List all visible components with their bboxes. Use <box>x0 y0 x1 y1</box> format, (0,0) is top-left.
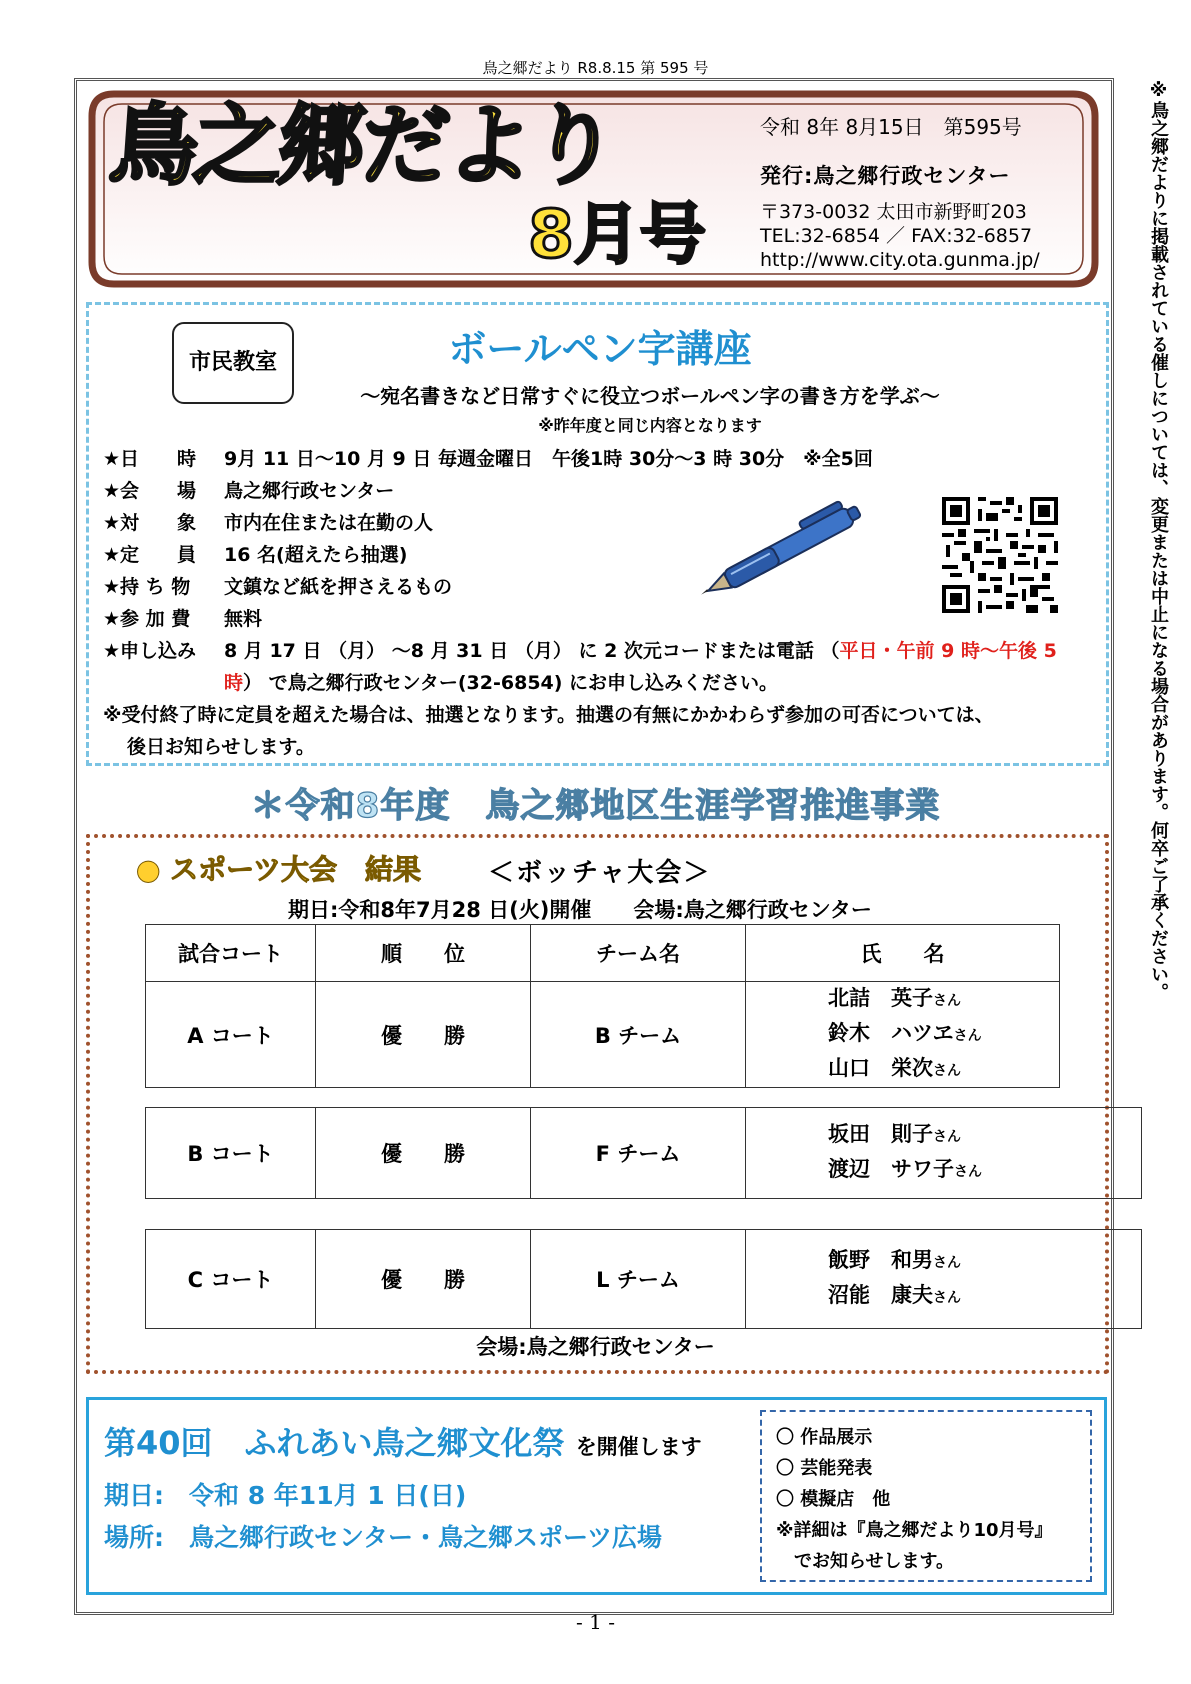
results-table-b <box>145 1107 1142 1199</box>
info-value: 鳥之郷行政センター <box>224 480 395 502</box>
info-bring <box>103 572 452 599</box>
court-cell: C コート <box>146 1230 316 1329</box>
festival-note: ※詳細は『鳥之郷だより10月号』 <box>776 1520 1053 1541</box>
apply-text-cont: ） で鳥之郷行政センター(32-6854) にお申し込みください。 <box>243 672 779 694</box>
newsletter-title: 鳥之郷だより <box>106 94 618 197</box>
table-row <box>146 982 1060 1088</box>
info-target <box>103 508 433 535</box>
issue-date: 令和 8年 8月15日 第595号 <box>760 115 1022 139</box>
table-header-row <box>146 925 1060 982</box>
info-venue <box>103 476 394 503</box>
event-name: ＜ボッチャ大会＞ <box>488 858 712 888</box>
rank-cell: 優 勝 <box>316 1230 531 1329</box>
info-apply <box>103 636 1057 663</box>
col-names: 氏 名 <box>746 925 1060 982</box>
course-footnote-cont: 後日お知らせします。 <box>127 736 315 758</box>
class-tag: 市民教室 <box>172 322 294 404</box>
info-value: 市内在住または在勤の人 <box>224 512 434 534</box>
apply-hours: 平日・午前 9 時～午後 5 <box>839 640 1057 662</box>
festival-item: 〇 作品展示 <box>776 1427 873 1448</box>
honorific: さん <box>953 1028 982 1044</box>
names-cell <box>746 1108 1142 1199</box>
tel-fax: TEL:32-6854 ／ FAX:32-6857 <box>760 225 1033 247</box>
results-table-a <box>145 924 1060 1088</box>
team-cell: F チーム <box>531 1108 746 1199</box>
info-fee <box>103 604 262 631</box>
rank-cell: 優 勝 <box>316 1108 531 1199</box>
honorific: さん <box>933 1129 961 1145</box>
info-value: 16 名(超えたら抽選) <box>224 544 408 566</box>
festival-details <box>760 1410 1092 1582</box>
team-cell: B チーム <box>531 982 746 1088</box>
court-cell: A コート <box>146 982 316 1088</box>
player-name: 鈴木 ハツヱ <box>828 1021 954 1045</box>
event-date: 期日:令和8年7月28 日(火)開催 会場:鳥之郷行政センター <box>288 898 872 922</box>
course-footnote: ※受付終了時に定員を超えた場合は、抽選となります。抽選の有無にかかわらず参加の可否については、 <box>103 704 994 726</box>
running-head: 鳥之郷だより R8.8.15 第 595 号 <box>482 59 709 77</box>
rank-cell: 優 勝 <box>316 982 531 1088</box>
page-number: - 1 - <box>576 1610 615 1634</box>
player-name: 飯野 和男 <box>828 1248 933 1272</box>
honorific: さん <box>933 1255 961 1271</box>
col-team: チーム名 <box>531 925 746 982</box>
court-cell: B コート <box>146 1108 316 1199</box>
sports-heading: ● スポーツ大会 結果 <box>136 853 422 886</box>
apply-text: 8 月 17 日 （月） ～8 月 31 日 （月） に 2 次元コードまたは電話 （ <box>224 640 840 662</box>
player-name: 渡辺 サワ子 <box>828 1157 954 1181</box>
honorific: さん <box>933 993 961 1009</box>
honorific: さん <box>954 1164 982 1180</box>
names-cell <box>746 1230 1142 1329</box>
festival-place: 場所: 鳥之郷行政センター・鳥之郷スポーツ広場 <box>104 1523 662 1552</box>
info-key: ★定 員 <box>103 544 197 566</box>
apply-hours-cont: 時 <box>224 672 244 694</box>
honorific: さん <box>933 1290 961 1306</box>
col-court: 試合コート <box>146 925 316 982</box>
info-apply-cont <box>224 668 778 695</box>
venue-footer: 会場:鳥之郷行政センター <box>476 1335 715 1359</box>
team-cell: L チーム <box>531 1230 746 1329</box>
info-capacity <box>103 540 407 567</box>
festival-date: 期日: 令和 8 年11月 1 日(日) <box>104 1481 467 1510</box>
info-datetime <box>103 444 873 471</box>
issue-month: 8月号 <box>528 196 706 273</box>
results-table-c <box>145 1229 1142 1329</box>
festival-title <box>104 1418 702 1464</box>
info-value: 9月 11 日～10 月 9 日 毎週金曜日 午後1時 30分～3 時 30分 ※全5回 <box>224 448 873 470</box>
table-row <box>146 1230 1142 1329</box>
info-value: 無料 <box>224 608 263 630</box>
info-key: ★対 象 <box>103 512 197 534</box>
festival-title-suffix: を開催します <box>575 1435 702 1459</box>
course-subtitle: ～宛名書きなど日常すぐに役立つボールペン字の書き方を学ぶ～ <box>360 384 940 408</box>
info-key: ★持 ち 物 <box>103 576 191 598</box>
festival-item: 〇 芸能発表 <box>776 1458 873 1479</box>
contact-block <box>760 200 1040 272</box>
qr-code[interactable] <box>938 493 1062 617</box>
names-cell <box>746 982 1060 1088</box>
course-note: ※昨年度と同じ内容となります <box>538 416 762 435</box>
col-rank: 順 位 <box>316 925 531 982</box>
publisher: 発行:鳥之郷行政センター <box>760 164 1011 188</box>
section-heading: ＊令和8年度 鳥之郷地区生涯学習推進事業 <box>250 786 941 826</box>
pen-illustration <box>690 490 880 610</box>
info-key: ★参 加 費 <box>103 608 191 630</box>
player-name: 沼能 康夫 <box>828 1283 933 1307</box>
festival-item: 〇 模擬店 他 <box>776 1489 891 1510</box>
honorific: さん <box>933 1063 961 1079</box>
player-name: 坂田 則子 <box>828 1122 933 1146</box>
course-title: ボールペン字講座 <box>448 327 752 371</box>
info-key: ★日 時 <box>103 448 197 470</box>
player-name: 北詰 英子 <box>828 986 933 1010</box>
info-key: ★申し込み <box>103 640 197 662</box>
table-row <box>146 1108 1142 1199</box>
player-name: 山口 栄次 <box>828 1056 933 1080</box>
festival-name: 第40回 ふれあい鳥之郷文化祭 <box>104 1424 565 1462</box>
side-note: ※鳥之郷だよりに掲載されている催しについては、変更または中止になる場合があります。何卒ご了承ください。 <box>1148 80 1169 1001</box>
festival-note-cont: でお知らせします。 <box>776 1551 955 1572</box>
postal-address: 〒373-0032 太田市新野町203 <box>760 201 1027 223</box>
info-key: ★会 場 <box>103 480 197 502</box>
website-link[interactable]: http://www.city.ota.gunma.jp/ <box>760 249 1040 271</box>
info-value: 文鎮など紙を押さえるもの <box>224 576 453 598</box>
